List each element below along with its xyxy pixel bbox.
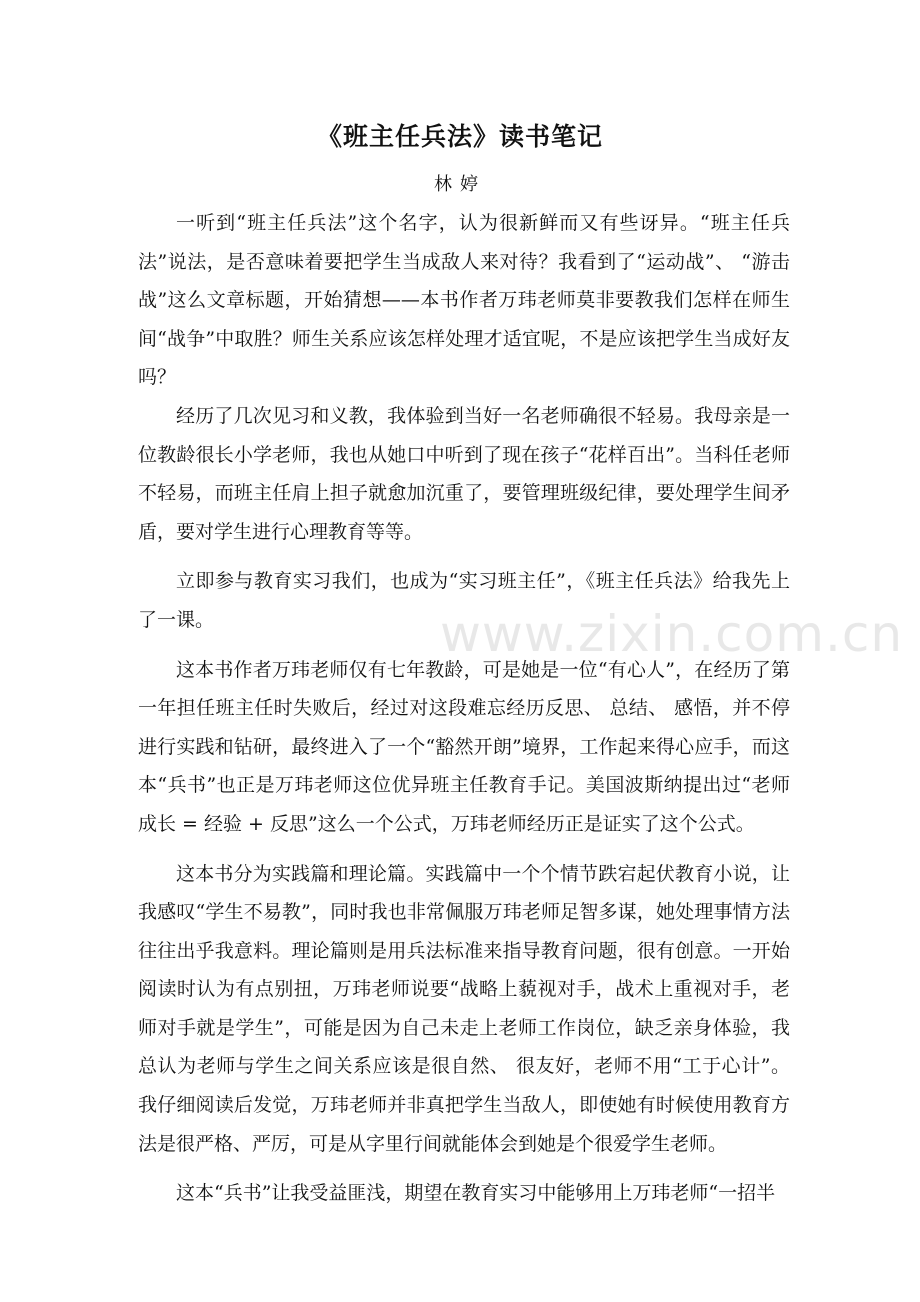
paragraph-1: 一听到“班主任兵法”这个名字，认为很新鲜而又有些讶异。“班主任兵法”说法，是否意味着要把学生当成敌人来对待？我看到了“运动战”、 “游击战”这么文章标题，开始猜想——本书作者万玮老师莫非要教我们怎样在师生间“战争”中取胜？师生关系应该怎样处理才适宜呢，不是应该把学生当成好友吗？ (138, 212, 790, 389)
watermark: www.zixin.com.cn (440, 605, 904, 663)
author-name: 林婷 (434, 174, 486, 195)
document-body (138, 204, 790, 1213)
paragraph-4: 这本书作者万玮老师仅有七年教龄，可是她是一位“有心人”，在经历了第一年担任班主任时失败后，经过对这段难忘经历反思、 总结、 感悟，并不停进行实践和钻研，最终进入了一个“豁然开朗”境界，工作起来得心应手，而这本“兵书”也正是万玮老师这位优异班主任教育手记。美国波斯纳提出过“老师成长 = 经验 + 反思”这么一个公式，万玮老师经历正是证实了这个公式。 (138, 658, 790, 835)
paragraph-6: 这本“兵书”让我受益匪浅，期望在教育实习中能够用上万玮老师“一招半 (176, 1182, 776, 1205)
paragraph-2: 经历了几次见习和义教，我体验到当好一名老师确很不轻易。我母亲是一位教龄很长小学老师，我也从她口中听到了现在孩子“花样百出”。当科任老师不轻易，而班主任肩上担子就愈加沉重了，要管理班级纪律，要处理学生间矛盾，要对学生进行心理教育等等。 (138, 404, 790, 543)
paragraph-3: 立即参与教育实习我们，也成为“实习班主任”，《班主任兵法》给我先上了一课。 (138, 570, 790, 631)
paragraph-5: 这本书分为实践篇和理论篇。实践篇中一个个情节跌宕起伏教育小说，让我感叹“学生不易教”，同时我也非常佩服万玮老师足智多谋，她处理事情方法往往出乎我意料。理论篇则是用兵法标准来指导教育问题，很有创意。一开始阅读时认为有点别扭，万玮老师说要“战略上藐视对手，战术上重视对手，老师对手就是学生”，可能是因为自己未走上老师工作岗位，缺乏亲身体验，我总认为老师与学生之间关系应该是很自然、 很友好，老师不用“工于心计”。我仔细阅读后发觉，万玮老师并非真把学生当敌人，即使她有时候使用教育方法是很严格、严厉，可是从字里行间就能体会到她是个很爱学生老师。 (138, 862, 790, 1155)
document-title: 《班主任兵法》读书笔记 (316, 122, 603, 151)
